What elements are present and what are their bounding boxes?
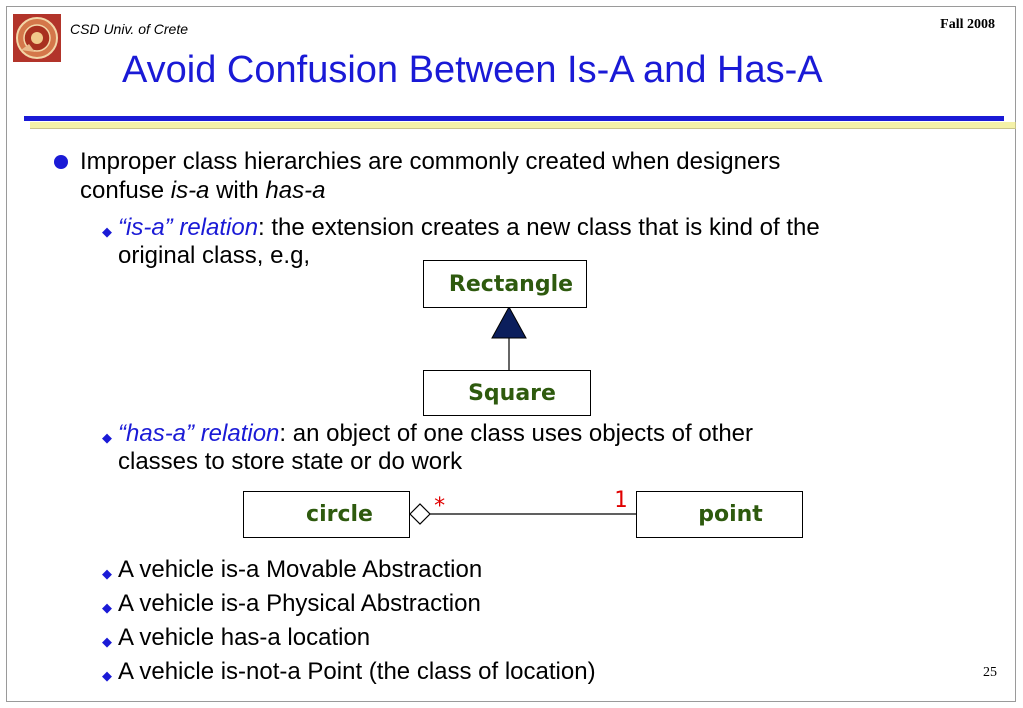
example-item: A vehicle is-not-a Point (the class of location)	[118, 658, 596, 685]
multiplicity-many: *	[433, 494, 447, 519]
diamond-bullet-icon: ◆	[102, 224, 112, 239]
class-name-circle: circle	[306, 502, 373, 527]
isa-desc-1: : the extension creates a new class that is kind of the	[258, 214, 820, 241]
uml-class-rectangle	[423, 260, 587, 308]
page-number: 25	[983, 665, 997, 680]
hasa-relation-text	[118, 420, 988, 476]
example-item: A vehicle is-a Physical Abstraction	[118, 590, 481, 617]
slide-title: Avoid Confusion Between Is-A and Has-A	[122, 49, 823, 91]
diamond-bullet-icon: ◆	[102, 600, 112, 615]
diamond-bullet-icon: ◆	[102, 634, 112, 649]
aggregation-diamond-icon	[410, 504, 430, 524]
text-confuse: confuse	[80, 177, 171, 204]
class-name-rectangle: Rectangle	[448, 271, 574, 297]
generalization-arrowhead-icon	[492, 307, 526, 338]
class-name-point: point	[698, 502, 763, 527]
class-name-square: Square	[468, 380, 556, 406]
uml-class-circle	[243, 491, 410, 538]
diamond-bullet-icon: ◆	[102, 668, 112, 683]
hasa-desc-2: classes to store state or do work	[118, 448, 463, 475]
hasa-term: “has-a” relation	[118, 420, 280, 447]
term-label: Fall 2008	[940, 17, 995, 32]
text-has-a: has-a	[265, 177, 326, 204]
example-item: A vehicle has-a location	[118, 624, 371, 651]
text-is-a: is-a	[170, 177, 210, 204]
uml-class-point	[636, 491, 803, 538]
isa-term: “is-a” relation	[118, 214, 259, 241]
isa-desc-2: original class, e.g,	[118, 242, 311, 269]
uml-class-square	[423, 370, 591, 416]
text-with: with	[209, 177, 266, 204]
example-item: A vehicle is-a Movable Abstraction	[118, 556, 483, 583]
hasa-line-1	[118, 420, 988, 448]
diamond-bullet-icon: ◆	[102, 566, 112, 581]
diamond-bullet-icon: ◆	[102, 430, 112, 445]
bullet-line-1: Improper class hierarchies are commonly created when designers	[80, 148, 781, 175]
hasa-desc-1: : an object of one class uses objects of other	[279, 420, 754, 447]
multiplicity-one: 1	[614, 488, 628, 513]
institution-label: CSD Univ. of Crete	[70, 21, 188, 37]
